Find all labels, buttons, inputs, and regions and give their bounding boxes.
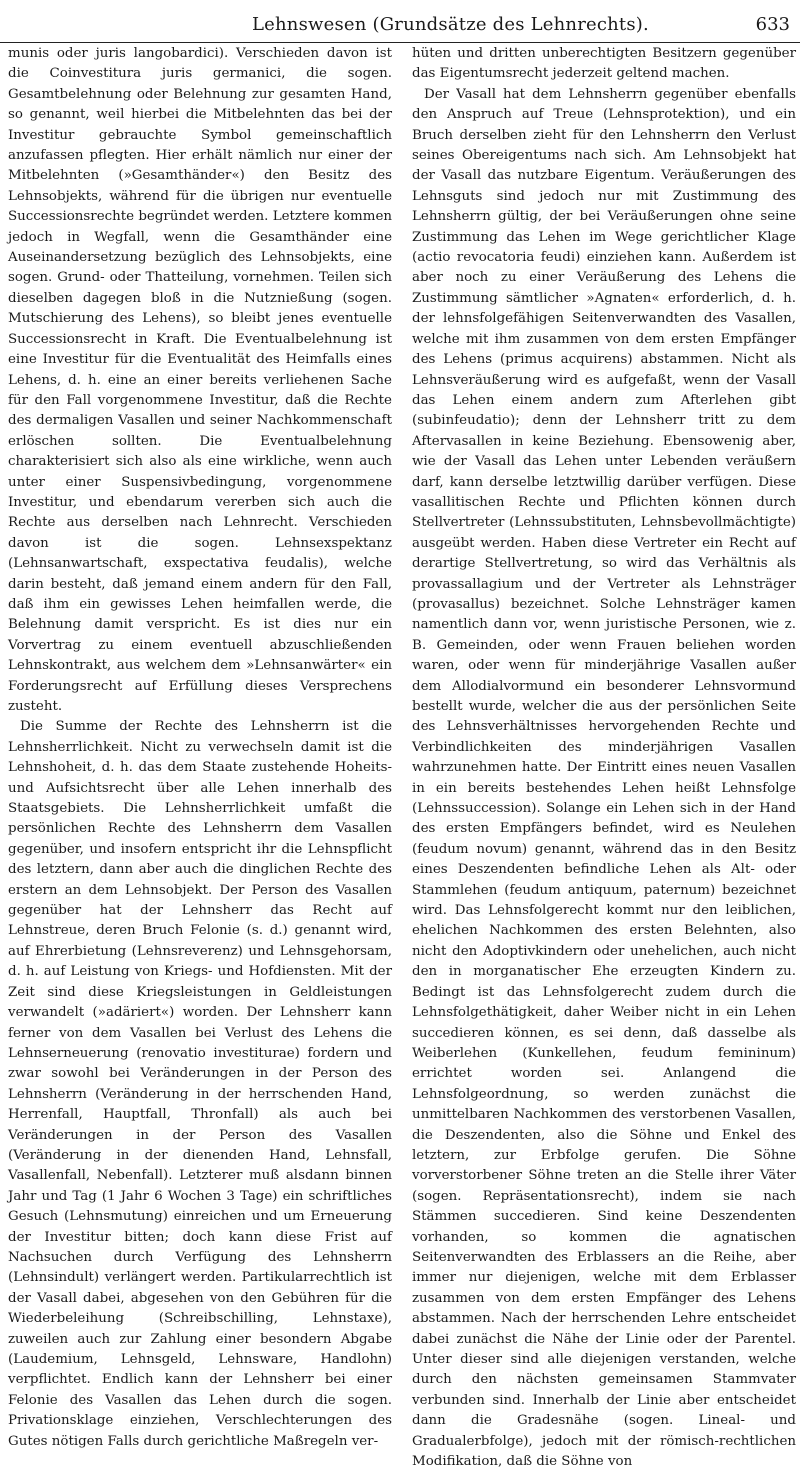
paragraph: hüten und dritten unberechtigten Besitzern gegenüber das Eigentumsrecht jederzeit geltend machen. (412, 46, 796, 82)
paragraph: munis oder juris langobardici). Verschieden davon ist die Coinvestitura juris germanici, die sogen. Gesamtbelehnung oder Belehnung zur gesamten Hand, so genannt, weil hierbei die Mitbelehnten das bei der Investitur gebrauchte Symbol gemeinschaftlich anzufassen pflegten. Hier erhält nämlich nur einer der Mitbelehnten (»Gesamthänder«) den Besitz des Lehnsobjekts, während für die übrigen nur eventuelle Successionsrechte begründet werden. Letztere kommen jedoch in Wegfall, wenn die Gesamthänder eine Auseinandersetzung bezüglich des Lehnsobjekts, eine sogen. Grund- oder Thatteilung, vornehmen. Teilen sich dieselben dagegen bloß in die Nutznießung (sogen. Mutschierung des Lehens), so bleibt jenes eventuelle Successionsrecht in Kraft. Die Eventualbelehnung ist eine Investitur für die Eventualität des Heimfalls eines Lehens, d. h. eine an einer bereits verliehenen Sache für den Fall vorgenommene Investitur, daß die Rechte des dermaligen Vasallen und seiner Nachkommenschaft erlöschen sollten. Die Eventualbelehnung charakterisiert sich also als eine wirkliche, wenn auch unter einer Suspensivbedingung, vorgenommene Investitur, und ebendarum vererben sich auch die Rechte aus derselben nach Lehnrecht. Verschieden davon ist die sogen. Lehnsexspektanz (Lehnsanwartschaft, exspectativa feudalis), welche darin besteht, daß jemand einem andern für den Fall, daß ihm ein gewisses Lehen heimfallen werde, die Belehnung damit verspricht. Es ist dies nur ein Vorvertrag zu einem eventuell abzuschließenden Lehnskontrakt, aus welchem dem »Lehnsanwärter« ein Forderungsrecht auf Erfüllung dieses Versprechens zusteht. (8, 46, 392, 714)
page-header (0, 6, 800, 43)
right-column (412, 44, 796, 1470)
page-number: 633 (755, 14, 790, 35)
running-title: Lehnswesen (Grundsätze des Lehnrechts). (252, 14, 649, 35)
paragraph: Die Summe der Rechte des Lehnsherrn ist die Lehnsherrlichkeit. Nicht zu verwechseln damit ist die Lehnshoheit, d. h. das dem Staate zustehende Hoheits- und Aufsichtsrecht über alle Lehen innerhalb des Staatsgebiets. Die Lehnsherrlichkeit umfaßt die persönlichen Rechte des Lehnsherrn dem Vasallen gegenüber, und insofern entspricht ihr die Lehnspflicht des letztern, dann aber auch die dinglichen Rechte des erstern an dem Lehnsobjekt. Der Person des Vasallen gegenüber hat der Lehnsherr das Recht auf Lehnstreue, deren Bruch Felonie (s. d.) genannt wird, auf Ehrerbietung (Lehnsreverenz) und Lehnsgehorsam, d. h. auf Leistung von Kriegs- und Hofdiensten. Mit der Zeit sind diese Kriegsleistungen in Geldleistungen verwandelt (»adäriert«) worden. Der Lehnsherr kann ferner von dem Vasallen bei Verlust des Lehens die Lehnserneuerung (renovatio investiturae) fordern und zwar sowohl bei Veränderungen in der Person des Lehnsherrn (Veränderung in der herrschenden Hand, Herrenfall, Hauptfall, Thronfall) als auch bei Veränderungen in der Person des Vasallen (Veränderung in der dienenden Hand, Lehnsfall, Vasallenfall, Nebenfall). Letzterer muß alsdann binnen Jahr und Tag (1 Jahr 6 Wochen 3 Tage) ein schriftliches Gesuch (Lehnsmutung) einreichen und um Erneuerung der Investitur bitten; doch kann diese Frist auf Nachsuchen durch Verfügung des Lehnsherrn (Lehnsindult) verlängert werden. Partikularrechtlich ist der Vasall dabei, abgesehen von den Gebühren für die Wiederbeleihung (Schreibschilling, Lehnstaxe), zuweilen auch zur Zahlung einer besondern Abgabe (Laudemium, Lehnsgeld, Lehnsware, Handlohn) verpflichtet. Endlich kann der Lehnsherr bei einer Felonie des Vasallen das Lehen durch die sogen. Privationsklage einziehen, Verschlechterungen des Gutes nötigen Falls durch gerichtliche Maßregeln ver- (8, 719, 392, 1449)
paragraph: Der Vasall hat dem Lehnsherrn gegenüber ebenfalls den Anspruch auf Treue (Lehnsprotektion), und ein Bruch derselben zieht für den Lehnsherrn den Verlust seines Obereigentums nach sich. Am Lehnsobjekt hat der Vasall das nutzbare Eigentum. Veräußerungen des Lehnsguts sind jedoch nur mit Zustimmung des Lehnsherrn gültig, der bei Veräußerungen ohne seine Zustimmung das Lehen im Wege gerichtlicher Klage (actio revocatoria feudi) einziehen kann. Außerdem ist aber noch zu einer Veräußerung des Lehens die Zustimmung sämtlicher »Agnaten« erforderlich, d. h. der lehnsfolgefähigen Seitenverwandten des Vasallen, welche mit ihm zusammen von dem ersten Empfänger des Lehens (primus acquirens) abstammen. Nicht als Lehnsveräußerung wird es aufgefaßt, wenn der Vasall das Lehen einem andern zum Afterlehen gibt (subinfeudatio); denn der Lehnsherr tritt zu dem Aftervasallen in keine Beziehung. Ebensowenig aber, wie der Vasall das Lehen unter Lebenden veräußern darf, kann derselbe letztwillig darüber verfügen. Diese vasallitischen Rechte und Pflichten können durch Stellvertreter (Lehnssubstituten, Lehnsbevollmächtigte) ausgeübt werden. Haben diese Vertreter ein Recht auf derartige Stellvertretung, so wird das Verhältnis als provassallagium und der Vertreter als Lehnsträger (provasallus) bezeichnet. Solche Lehnsträger kamen namentlich dann vor, wenn juristische Personen, wie z. B. Gemeinden, oder wenn Frauen beliehen worden waren, oder wenn für minderjährige Vasallen außer dem Allodialvormund ein besonderer Lehnsvormund bestellt wurde, welcher die aus der persönlichen Seite des Lehnsverhältnisses hervorgehenden Rechte und Verbindlichkeiten des minderjährigen Vasallen wahrzunehmen hatte. Der Eintritt eines neuen Vasallen in ein bereits bestehendes Lehen heißt Lehnsfolge (Lehnssuccession). Solange ein Lehen sich in der Hand des ersten Empfängers befindet, wird es Neulehen (feudum novum) genannt, während das in den Besitz eines Deszendenten befindliche Lehen als Alt- oder Stammlehen (feudum antiquum, paternum) bezeichnet wird. Das Lehnsfolgerecht kommt nur den leiblichen, ehelichen Nachkommen des ersten Belehnten, also nicht den Adoptivkindern oder unehelichen, auch nicht den in morganatischer Ehe erzeugten Kindern zu. Bedingt ist das Lehnsfolgerecht zudem durch die Lehnsfolgethätigkeit, daher Weiber nicht in ein Lehen succedieren können, es sei denn, daß dasselbe als Weiberlehen (Kunkellehen, feudum femininum) errichtet worden sei. Anlangend die Lehnsfolgeordnung, so werden zunächst die unmittelbaren Nachkommen des verstorbenen Vasallen, die Deszendenten, also die Söhne und Enkel des letztern, zur Erbfolge gerufen. Die Söhne vorverstorbener Söhne treten an die Stelle ihrer Väter (sogen. Repräsentationsrecht), indem sie nach Stämmen succedieren. Sind keine Deszendenten vorhanden, so kommen die agnatischen Seitenverwandten des Erblassers an die Reihe, aber immer nur diejenigen, welche mit dem Erblasser zusammen von dem ersten Empfänger des Lehens abstammen. Nach der herrschenden Lehre entscheidet dabei zunächst die Nähe der Linie oder der Parentel. Unter dieser sind alle diejenigen verstanden, welche durch den nächsten gemeinsamen Stammvater verbunden sind. Innerhalb der Linie aber entscheidet dann die Gradesnähe (sogen. Lineal- und Gradualerbfolge), jedoch mit der römisch-rechtlichen Modifikation, daß die Söhne von (412, 86, 796, 1470)
text-columns (8, 44, 796, 1470)
left-column (8, 44, 392, 1449)
